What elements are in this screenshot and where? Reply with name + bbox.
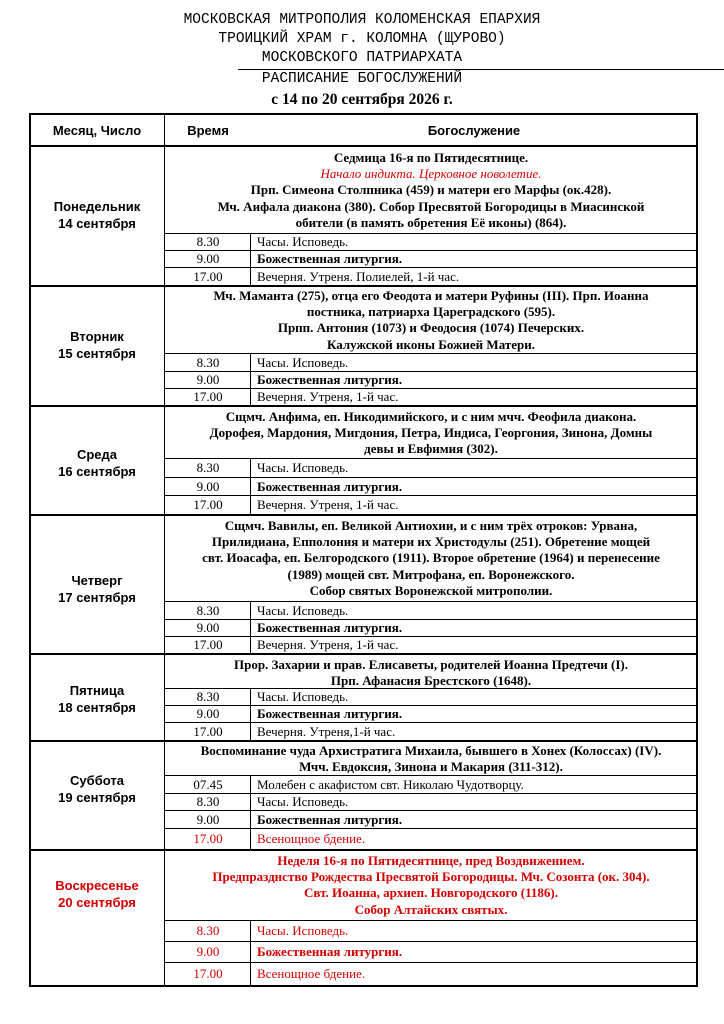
feast-line: Собор святых Воронежской митрополии. — [309, 582, 553, 598]
feast-line: Седмица 16-я по Пятидесятнице. — [333, 150, 529, 165]
service-name: Всенощное бдение. — [257, 831, 366, 846]
date-label: 18 сентября — [58, 700, 136, 715]
service-name: Часы. Исповедь. — [257, 602, 349, 618]
feast-description — [166, 150, 696, 231]
feast-line: Прилидиана, Епполония и матери их Христодулы (251). Обретение мощей — [211, 534, 651, 550]
service-name: Вечерня. Утреня. Полиелей, 1-й час. — [257, 268, 460, 284]
column-divider — [164, 113, 165, 986]
day-cell — [31, 772, 163, 806]
time-divider — [250, 920, 251, 985]
feast-line: Дорофея, Мардония, Мигдония, Петра, Индиса, Георгония, Зинона, Домны — [209, 425, 653, 441]
feast-description — [166, 288, 696, 353]
row-divider — [164, 962, 697, 963]
time-divider — [250, 688, 251, 740]
service-time: 8.30 — [196, 923, 220, 938]
day-cell — [31, 198, 163, 232]
service-time: 9.00 — [196, 251, 220, 266]
service-name: Всенощное бдение. — [257, 966, 366, 981]
day-divider — [29, 740, 698, 742]
feast-line: Сщмч. Анфима, еп. Никодимийского, и с ним мчч. Феофила диакона. — [225, 409, 637, 424]
diocese-title: МОСКОВСКАЯ МИТРОПОЛИЯ КОЛОМЕНСКАЯ ЕПАРХИЯ — [183, 12, 541, 28]
service-time: 9.00 — [196, 944, 220, 959]
day-cell — [31, 572, 163, 606]
day-cell — [31, 328, 163, 362]
time-divider — [250, 353, 251, 405]
feast-line: Начало индикта. Церковное новолетие. — [320, 166, 542, 182]
feast-description — [166, 518, 696, 599]
service-time: 8.30 — [196, 460, 220, 475]
service-time: 8.30 — [196, 234, 220, 249]
service-time: 17.00 — [193, 723, 223, 739]
header-rule — [238, 69, 724, 70]
column-header-time: Время — [187, 123, 229, 138]
patriarchate-title: МОСКОВСКОГО ПАТРИАРХАТА — [261, 50, 463, 66]
feast-line: Мч. Маманта (275), отца его Феодота и матери Руфины (III). Прп. Иоанна — [213, 288, 649, 303]
service-time: 8.30 — [196, 354, 220, 370]
service-name: Часы. Исповедь. — [257, 354, 349, 370]
date-range-subtitle: с 14 по 20 сентября 2026 г. — [271, 91, 453, 108]
row-divider — [164, 941, 697, 942]
service-time: 17.00 — [193, 268, 223, 284]
row-divider — [164, 458, 697, 459]
weekday-label: Суббота — [70, 773, 124, 788]
service-name: Часы. Исповедь. — [257, 794, 349, 809]
service-name: Вечерня. Утреня, 1-й час. — [257, 637, 399, 652]
date-label: 14 сентября — [58, 216, 136, 231]
feast-line: Воспоминание чуда Архистратига Михаила, бывшего в Хонех (Колоссах) (IV). — [200, 743, 662, 758]
service-time: 9.00 — [196, 478, 220, 494]
service-name: Божественная литургия. — [257, 372, 403, 387]
feast-description — [166, 409, 696, 458]
feast-line: свт. Иоасафа, еп. Белгородского (1911). Второе обретение (1964) и перенесение — [202, 550, 660, 566]
header-divider — [29, 145, 698, 147]
service-time: 9.00 — [196, 620, 220, 635]
service-name: Божественная литургия. — [257, 811, 403, 827]
service-time: 17.00 — [193, 966, 223, 981]
feast-line: Сщмч. Вавилы, еп. Великой Антиохии, и с ним трёх отроков: Урвана, — [224, 518, 638, 533]
service-name: Молебен с акафистом свт. Николаю Чудотворцу. — [257, 776, 524, 792]
time-divider — [250, 601, 251, 653]
row-divider — [164, 828, 697, 829]
service-name: Вечерня. Утреня, 1-й час. — [257, 389, 399, 404]
day-divider — [29, 514, 698, 516]
feast-line: Прпп. Антония (1073) и Феодосия (1074) Печерских. — [277, 320, 585, 336]
day-cell — [31, 446, 163, 480]
service-time: 9.00 — [196, 372, 220, 387]
feast-line: Прор. Захарии и прав. Елисаветы, родителей Иоанна Предтечи (I). — [233, 657, 629, 672]
service-time: 17.00 — [193, 637, 223, 652]
feast-description — [166, 743, 696, 775]
feast-line: постника, патриарха Цареградского (595). — [306, 304, 556, 320]
service-name: Божественная литургия. — [257, 251, 403, 266]
service-name: Божественная литургия. — [257, 706, 403, 721]
feast-line: Мч. Аифала диакона (380). Собор Пресвятой Богородицы в Миасинской — [217, 198, 645, 214]
service-name: Вечерня. Утреня,1-й час. — [257, 723, 396, 739]
service-time: 17.00 — [193, 497, 223, 512]
service-time: 8.30 — [196, 689, 220, 704]
schedule-title: РАСПИСАНИЕ БОГОСЛУЖЕНИЙ — [261, 71, 463, 87]
date-label: 15 сентября — [58, 346, 136, 361]
column-header-day: Месяц, Число — [52, 123, 142, 138]
church-title: ТРОИЦКИЙ ХРАМ г. КОЛОМНА (ЩУРОВО) — [218, 31, 506, 47]
service-name: Божественная литургия. — [257, 478, 403, 494]
service-time: 9.00 — [196, 706, 220, 721]
service-name: Часы. Исповедь. — [257, 923, 349, 938]
date-label: 20 сентября — [58, 895, 136, 910]
feast-line: Собор Алтайских святых. — [354, 901, 508, 917]
service-time: 07.45 — [193, 776, 223, 792]
feast-line: Предпразднство Рождества Пресвятой Богородицы. Мч. Созонта (ок. 304). — [212, 869, 650, 885]
feast-line: Прп. Симеона Столпника (459) и матери его Марфы (ок.428). — [250, 182, 612, 198]
service-time: 8.30 — [196, 602, 220, 618]
day-divider — [29, 405, 698, 407]
feast-line: (1989) мощей свт. Митрофана, еп. Воронежского. — [287, 566, 575, 582]
service-time: 17.00 — [193, 831, 223, 846]
service-name: Божественная литургия. — [257, 944, 403, 959]
feast-line: Мчч. Евдоксия, Зинона и Макария (311-312). — [299, 759, 563, 775]
service-name: Божественная литургия. — [257, 620, 403, 635]
feast-description — [166, 853, 696, 918]
weekday-label: Пятница — [69, 683, 125, 698]
time-divider — [250, 233, 251, 285]
feast-line: Калужской иконы Божией Матери. — [327, 336, 535, 352]
weekday-label: Четверг — [71, 573, 123, 588]
feast-line: обители (в память обретения Её иконы) (864). — [295, 214, 567, 230]
row-divider — [164, 920, 697, 921]
feast-line: Неделя 16-я по Пятидесятнице, пред Воздвижением. — [277, 853, 585, 868]
day-cell — [31, 877, 163, 911]
service-name: Часы. Исповедь. — [257, 234, 349, 249]
feast-line: девы и Евфимия (302). — [364, 441, 498, 457]
day-cell — [31, 682, 163, 716]
day-divider — [29, 849, 698, 851]
service-time: 9.00 — [196, 811, 220, 827]
service-name: Часы. Исповедь. — [257, 689, 349, 704]
weekday-label: Среда — [76, 447, 118, 462]
date-label: 17 сентября — [58, 590, 136, 605]
time-divider — [250, 775, 251, 849]
row-divider — [164, 495, 697, 496]
feast-line: Прп. Афанасия Брестского (1648). — [330, 673, 532, 689]
feast-line: Свт. Иоанна, архиеп. Новгородского (1186). — [304, 885, 558, 901]
column-header-service: Богослужение — [427, 123, 521, 138]
time-divider — [250, 458, 251, 514]
service-name: Часы. Исповедь. — [257, 460, 349, 475]
feast-description — [166, 657, 696, 689]
service-name: Вечерня. Утреня, 1-й час. — [257, 497, 399, 512]
date-label: 19 сентября — [58, 790, 136, 805]
service-time: 8.30 — [196, 794, 220, 809]
weekday-label: Воскресенье — [55, 878, 139, 893]
date-label: 16 сентября — [58, 464, 136, 479]
weekday-label: Понедельник — [53, 199, 141, 214]
day-divider — [29, 285, 698, 287]
day-divider — [29, 653, 698, 655]
weekday-label: Вторник — [70, 329, 124, 344]
service-time: 17.00 — [193, 389, 223, 404]
